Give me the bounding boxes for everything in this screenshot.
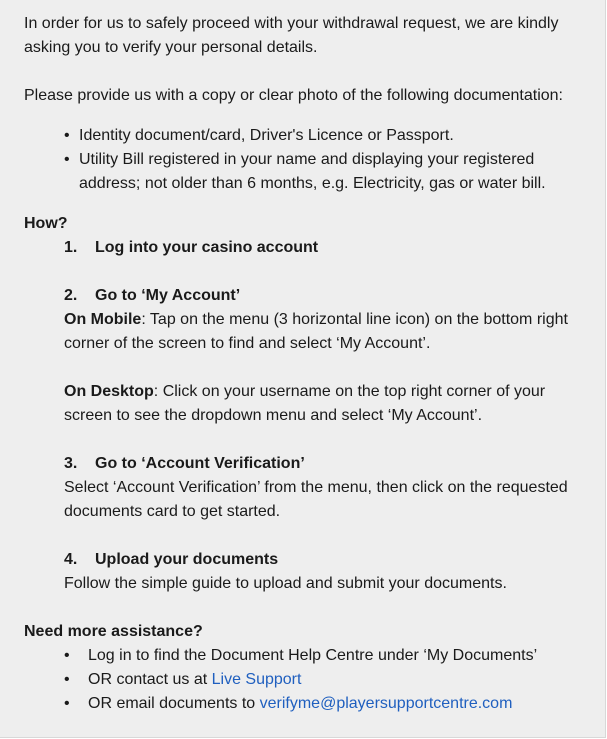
step-4-number: 4. [64,551,78,568]
step-4-title [64,548,585,572]
help-list [24,644,585,716]
step-2-title [64,284,585,308]
step-4-label: Upload your documents [95,551,279,568]
step-1-number: 1. [64,239,78,256]
step-4-text: Follow the simple guide to upload and submit your documents. [64,575,507,592]
intro-text: In order for us to safely proceed with your withdrawal request, we are kindly asking you to verify your personal details. [24,15,559,56]
step-3-label: Go to ‘Account Verification’ [95,455,305,472]
docs-intro-text: Please provide us with a copy or clear photo of the following documentation: [24,87,563,104]
step-2-label: Go to ‘My Account’ [95,287,241,304]
step-1-title [64,236,585,260]
documents-list [24,124,585,196]
verify-email-link[interactable]: verifyme@playersupportcentre.com [259,695,513,712]
step-3-title [64,452,585,476]
live-support-prefix: OR contact us at [88,671,212,688]
mobile-label: On Mobile [64,311,142,328]
document-item-identity: • Identity document/card, Driver's Licence or Passport. [79,124,585,148]
step-2-desktop-text [64,380,585,428]
mobile-instructions: : Tap on the menu (3 horizontal line icon) on the bottom right corner of the screen to find and select ‘My Account’. [64,311,568,352]
help-item-live-support [88,668,585,692]
help-heading: Need more assistance? [24,623,203,640]
step-2-number: 2. [64,287,78,304]
live-support-link[interactable]: Live Support [211,671,302,688]
steps-section [24,236,585,596]
desktop-instructions: : Click on your username on the top right corner of your screen to see the dropdown menu and select ‘My Account’. [64,383,546,424]
step-3-number: 3. [64,455,78,472]
document-item-utility-bill: • Utility Bill registered in your name and displaying your registered address; not older than 6 months, e.g. Electricity, gas or water bill. [79,148,585,196]
desktop-label: On Desktop [64,383,154,400]
step-2-mobile-text [64,308,585,356]
how-heading: How? [24,215,68,232]
step-1-label: Log into your casino account [95,239,319,256]
help-item-help-centre: • Log in to find the Document Help Centre under ‘My Documents’ [88,644,585,668]
step-3-text: Select ‘Account Verification’ from the menu, then click on the requested documents card to get started. [64,479,568,520]
help-item-email [88,692,585,716]
email-prefix: OR email documents to [88,695,260,712]
